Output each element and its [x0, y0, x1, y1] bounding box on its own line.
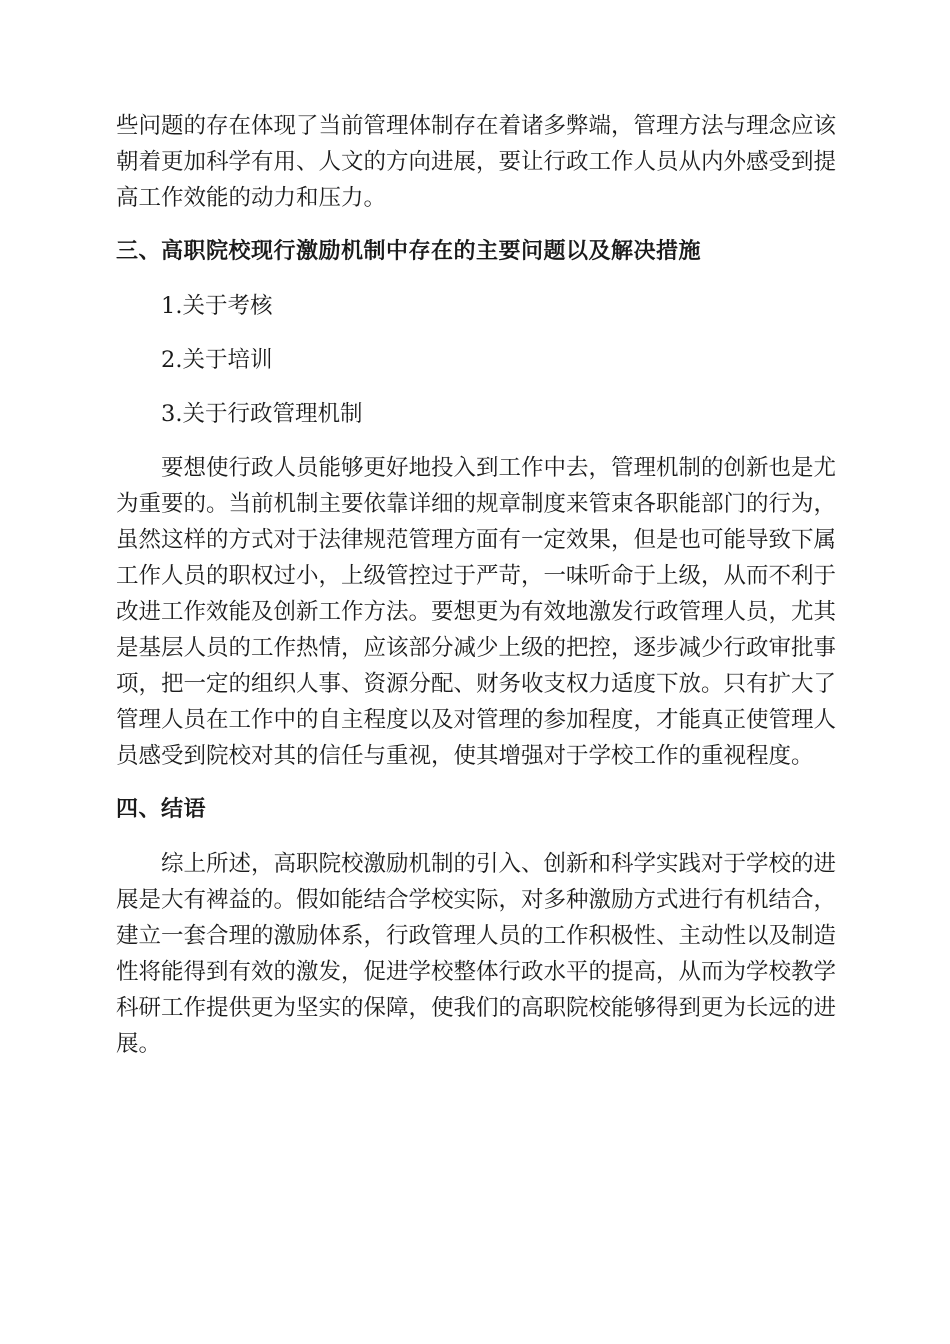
list-item: 2.关于培训 [161, 347, 273, 373]
section-3-heading: 三、高职院校现行激励机制中存在的主要问题以及解决措施 [116, 239, 702, 264]
text-line: 管理人员在工作中的自主程度以及对管理的参加程度，才能真正使管理人 [116, 707, 837, 733]
section-4-paragraph [116, 846, 837, 1062]
text-line: 高工作效能的动力和压力。 [116, 185, 387, 211]
text-line: 要想使行政人员能够更好地投入到工作中去，管理机制的创新也是尤 [161, 455, 837, 481]
text-line: 员感受到院校对其的信任与重视，使其增强对于学校工作的重视程度。 [116, 743, 814, 769]
text-line: 是基层人员的工作热情，应该部分减少上级的把控，逐步减少行政审批事 [116, 635, 837, 661]
text-line: 建立一套合理的激励体系，行政管理人员的工作积极性、主动性以及制造 [116, 923, 837, 949]
document-page [116, 108, 837, 1062]
intro-paragraph [116, 108, 837, 216]
text-line: 展是大有裨益的。假如能结合学校实际，对多种激励方式进行有机结合， [116, 887, 837, 913]
text-line: 为重要的。当前机制主要依靠详细的规章制度来管束各职能部门的行为， [116, 491, 837, 517]
text-line: 综上所述，高职院校激励机制的引入、创新和科学实践对于学校的进 [161, 851, 837, 877]
text-line: 改进工作效能及创新工作方法。要想更为有效地激发行政管理人员，尤其 [116, 599, 837, 625]
section-3-paragraph [116, 450, 837, 774]
section-4-heading: 四、结语 [116, 797, 207, 822]
text-line: 些问题的存在体现了当前管理体制存在着诸多弊端，管理方法与理念应该 [116, 113, 837, 139]
text-line: 性将能得到有效的激发，促进学校整体行政水平的提高，从而为学校教学 [116, 959, 837, 985]
list-item: 3.关于行政管理机制 [161, 401, 363, 427]
text-line: 科研工作提供更为坚实的保障，使我们的高职院校能够得到更为长远的进 [116, 995, 837, 1021]
list-item: 1.关于考核 [161, 293, 273, 319]
text-line: 朝着更加科学有用、人文的方向进展，要让行政工作人员从内外感受到提 [116, 149, 837, 175]
text-line: 虽然这样的方式对于法律规范管理方面有一定效果，但是也可能导致下属 [116, 527, 837, 553]
text-line: 工作人员的职权过小，上级管控过于严苛，一味听命于上级，从而不利于 [116, 563, 837, 589]
text-line: 项，把一定的组织人事、资源分配、财务收支权力适度下放。只有扩大了 [116, 671, 837, 697]
text-line: 展。 [116, 1031, 162, 1057]
